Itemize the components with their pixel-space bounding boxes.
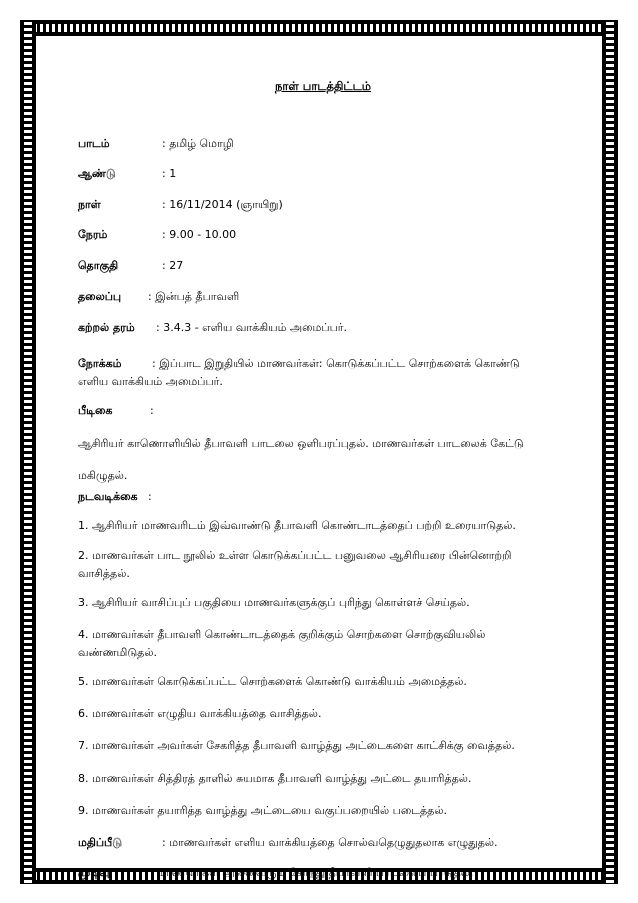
activities-colon: :	[148, 490, 152, 503]
activity-step	[78, 595, 564, 610]
activity-step	[78, 548, 564, 581]
field-label: நேரம்	[78, 228, 108, 241]
activity-step	[78, 674, 564, 689]
field-value: : இன்பத் தீபாவளி	[148, 290, 240, 303]
border-top	[20, 20, 618, 36]
activity-step-line: 1. ஆசிரியர் மாணவரிடம் இவ்வாண்டு தீபாவளி கொண்டாடத்தைப் பற்றி உரையாடுதல்.	[78, 519, 516, 532]
activity-step-line: 3. ஆசிரியர் வாசிப்புப் பகுதியை மாணவர்களுக்குப் புரிந்து கொள்ளச் செய்தல்.	[78, 596, 470, 609]
field-value: : 16/11/2014 (ஞாயிறு)	[162, 198, 283, 211]
induction-colon: :	[150, 404, 154, 417]
activity-step-line: 5. மாணவர்கள் கொடுக்கப்பட்ட சொற்களைக் கொண்டு வாக்கியம் அமைத்தல்.	[78, 675, 467, 688]
closure-label: முடிவு	[78, 866, 110, 879]
field-label: பாடம்	[78, 137, 110, 150]
field-value: : 27	[162, 259, 184, 272]
field-value: : 1	[162, 167, 177, 180]
induction-line-2: மகிழுதல்.	[78, 469, 128, 482]
field-label: ஆண்டு	[78, 167, 116, 180]
activity-step	[78, 706, 564, 721]
induction-line-1: ஆசிரியர் காணொளியில் தீபாவளி பாடலை ஒளிபரப்புதல். மாணவர்கள் பாடலைக் கேட்டு	[78, 437, 524, 450]
objective-line-1: : இப்பாட இறுதியில் மாணவர்கள்: கொடுக்கப்பட்ட சொற்களைக் கொண்டு	[152, 357, 520, 370]
objective-label: நோக்கம்	[78, 357, 122, 370]
activity-step-line: 9. மாணவர்கள் தயாரித்த வாழ்த்து அட்டையை வகுப்பறையில் படைத்தல்.	[78, 804, 447, 817]
border-right	[602, 20, 618, 884]
activity-step-line: 6. மாணவர்கள் எழுதிய வாக்கியத்தை வாசித்தல்.	[78, 707, 322, 720]
assessment-label: மதிப்பீடு	[78, 836, 123, 849]
field-value: : 9.00 - 10.00	[162, 228, 237, 241]
assessment-value: : மாணவர்கள் எளிய வாக்கியத்தை சொல்வதெழுதுதலாக எழுதுதல்.	[162, 836, 498, 849]
activities-label: நடவடிக்கை	[78, 490, 138, 503]
page-title: நாள் பாடத்திட்டம்	[275, 79, 371, 93]
field-label: நாள்	[78, 198, 101, 211]
induction-text	[78, 436, 564, 483]
activity-step-line: 4. மாணவர்கள் தீபாவளி கொண்டாடத்தைக் குறிக்கும் சொற்களை சொற்குவியலில்	[78, 628, 486, 641]
objective-line-2: எளிய வாக்கியம் அமைப்பர்.	[78, 375, 223, 388]
activity-step	[78, 771, 564, 786]
activity-step-line-2: வாசித்தல்.	[78, 567, 130, 580]
activity-step	[78, 518, 564, 533]
field-value: : தமிழ் மொழி	[162, 137, 234, 150]
activity-step-line-2: வண்ணமிடுதல்.	[78, 646, 157, 659]
activity-step	[78, 803, 564, 818]
field-label: கற்றல் தரம்	[78, 321, 135, 334]
activity-step	[78, 738, 564, 753]
activity-step-line: 7. மாணவர்கள் அவர்கள் சேகரித்த தீபாவளி வாழ்த்து அட்டைகளை காட்சிக்கு வைத்தல்.	[78, 739, 515, 752]
induction-label: பீடிகை	[78, 404, 113, 417]
field-label: தொகுதி	[78, 259, 119, 272]
activity-step-line: 2. மாணவர்கள் பாட நூலில் உள்ள கொடுக்கப்பட்ட பனுவலை ஆசிரியரை பின்னொற்றி	[78, 549, 512, 562]
activity-step-line: 8. மாணவர்கள் சித்திரத் தாளில் சுயமாக தீபாவளி வாழ்த்து அட்டை தயாரித்தல்.	[78, 772, 472, 785]
closure-value: : மாணவர்கள் அனைவரும் சேர்ந்து தீபாவளி பாடலைப் பாடுதல்.	[150, 866, 474, 879]
activity-step	[78, 627, 564, 660]
field-value: : 3.4.3 - எளிய வாக்கியம் அமைப்பர்.	[156, 321, 348, 334]
border-left	[20, 20, 36, 884]
field-label: தலைப்பு	[78, 290, 122, 303]
